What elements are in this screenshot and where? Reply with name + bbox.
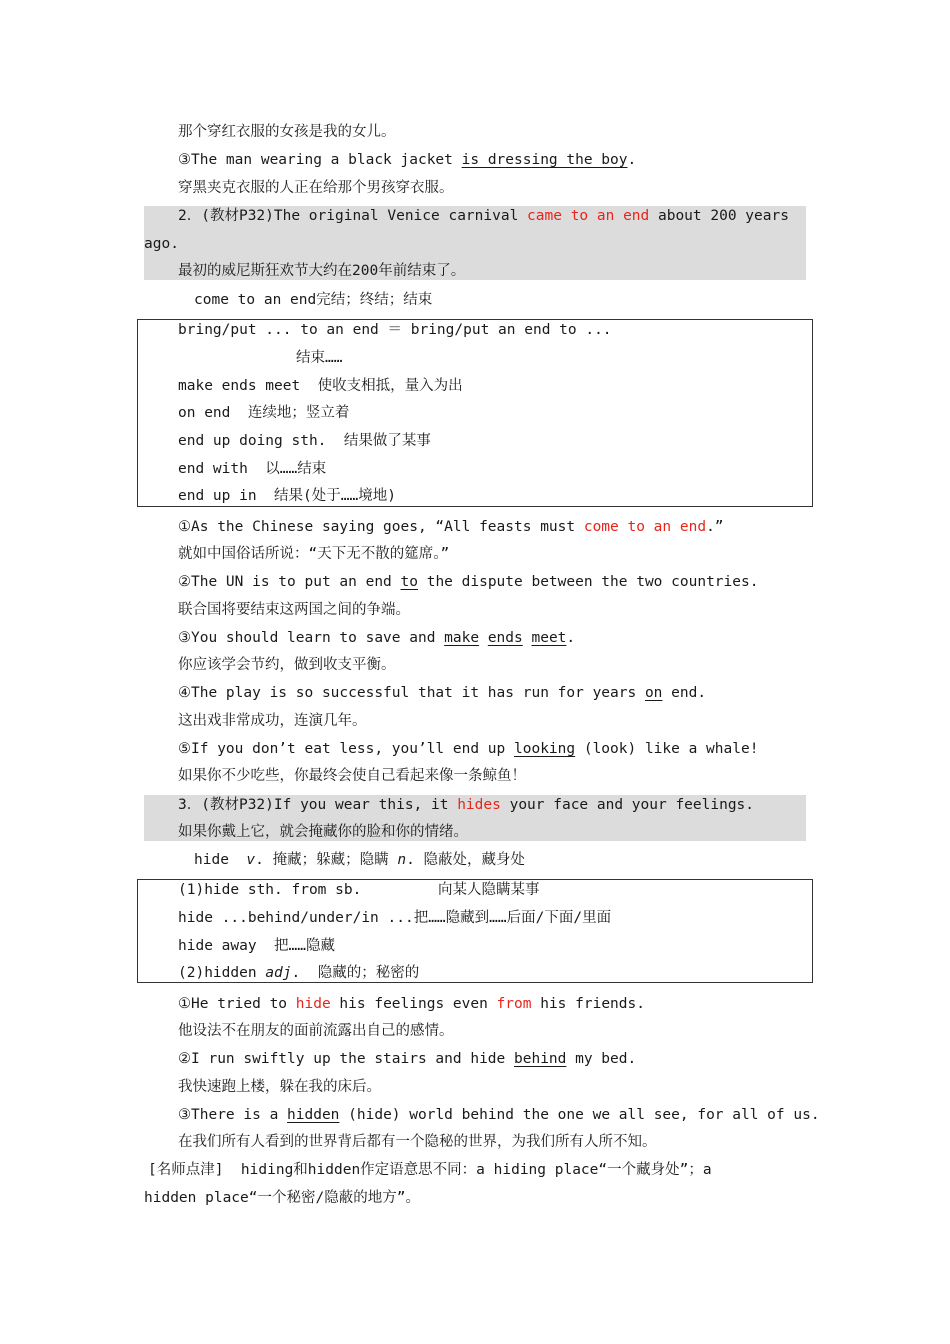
usage-line: (2)hidden adj. 隐藏的；秘密的	[178, 965, 420, 981]
example-sentence: ①As the Chinese saying goes, “All feasts must come to an end.”	[178, 519, 724, 535]
usage-line: hide away 把……隐藏	[178, 938, 335, 954]
usage-line: on end 连续地；竖立着	[178, 405, 350, 421]
example-sentence: ⑤If you don’t eat less, you’ll end up looking (look) like a whale!	[178, 741, 759, 757]
teacher-note: [名师点津] hiding和hidden作定语意思不同：a hiding place“一个藏身处”；a	[148, 1162, 712, 1178]
usage-line: hide ...behind/under/in ...把……隐藏到……后面/下面/里面	[178, 910, 612, 926]
usage-line: end with 以……结束	[178, 461, 327, 477]
translation-line: 联合国将要结束这两国之间的争端。	[178, 602, 410, 618]
example-sentence: ②The UN is to put an end to the dispute between the two countries.	[178, 574, 759, 590]
translation-line: 就如中国俗话所说：“天下无不散的筵席。”	[178, 546, 450, 562]
item-translation: 如果你戴上它，就会掩藏你的脸和你的情绪。	[178, 824, 468, 840]
usage-line: 结束……	[296, 350, 343, 366]
translation-line: 如果你不少吃些，你最终会使自己看起来像一条鲸鱼！	[178, 768, 526, 784]
usage-line: bring/put ... to an end ＝ bring/put an end to ...	[178, 322, 612, 338]
example-sentence: ③You should learn to save and make ends meet.	[178, 630, 576, 646]
example-sentence: ③There is a hidden (hide) world behind the one we all see, for all of us.	[178, 1107, 820, 1123]
usage-line: 向某人隐瞒某事	[438, 882, 540, 898]
usage-line: end up in 结果(处于……境地)	[178, 488, 396, 504]
item-heading: 2．(教材P32)The original Venice carnival came to an end about 200 years	[178, 208, 789, 224]
translation-line: 他设法不在朋友的面前流露出自己的感情。	[178, 1023, 454, 1039]
item-translation: 最初的威尼斯狂欢节大约在200年前结束了。	[178, 263, 466, 279]
example-sentence: ③The man wearing a black jacket is dressing the boy.	[178, 152, 637, 168]
translation-line: 那个穿红衣服的女孩是我的女儿。	[178, 124, 396, 140]
example-sentence: ④The play is so successful that it has run for years on end.	[178, 685, 707, 701]
translation-line: 这出戏非常成功，连演几年。	[178, 713, 367, 729]
teacher-note-cont: hidden place“一个秘密/隐蔽的地方”。	[144, 1190, 420, 1206]
example-sentence: ①He tried to hide his feelings even from his friends.	[178, 996, 645, 1012]
usage-line: end up doing sth. 结果做了某事	[178, 433, 431, 449]
translation-line: 我快速跑上楼，躲在我的床后。	[178, 1079, 381, 1095]
usage-line: make ends meet 使收支相抵，量入为出	[178, 378, 463, 394]
translation-line: 穿黑夹克衣服的人正在给那个男孩穿衣服。	[178, 180, 454, 196]
phrase-definition: hide v. 掩藏；躲藏；隐瞒 n. 隐蔽处，藏身处	[194, 852, 526, 868]
usage-line: (1)hide sth. from sb.	[178, 882, 362, 898]
item-heading: 3．(教材P32)If you wear this, it hides your face and your feelings.	[178, 797, 755, 813]
phrase-definition: come to an end完结；终结；结束	[194, 292, 433, 308]
translation-line: 在我们所有人看到的世界背后都有一个隐秘的世界，为我们所有人所不知。	[178, 1134, 657, 1150]
example-sentence: ②I run swiftly up the stairs and hide behind my bed.	[178, 1051, 637, 1067]
item-heading-cont: ago.	[144, 236, 179, 252]
translation-line: 你应该学会节约，做到收支平衡。	[178, 657, 396, 673]
